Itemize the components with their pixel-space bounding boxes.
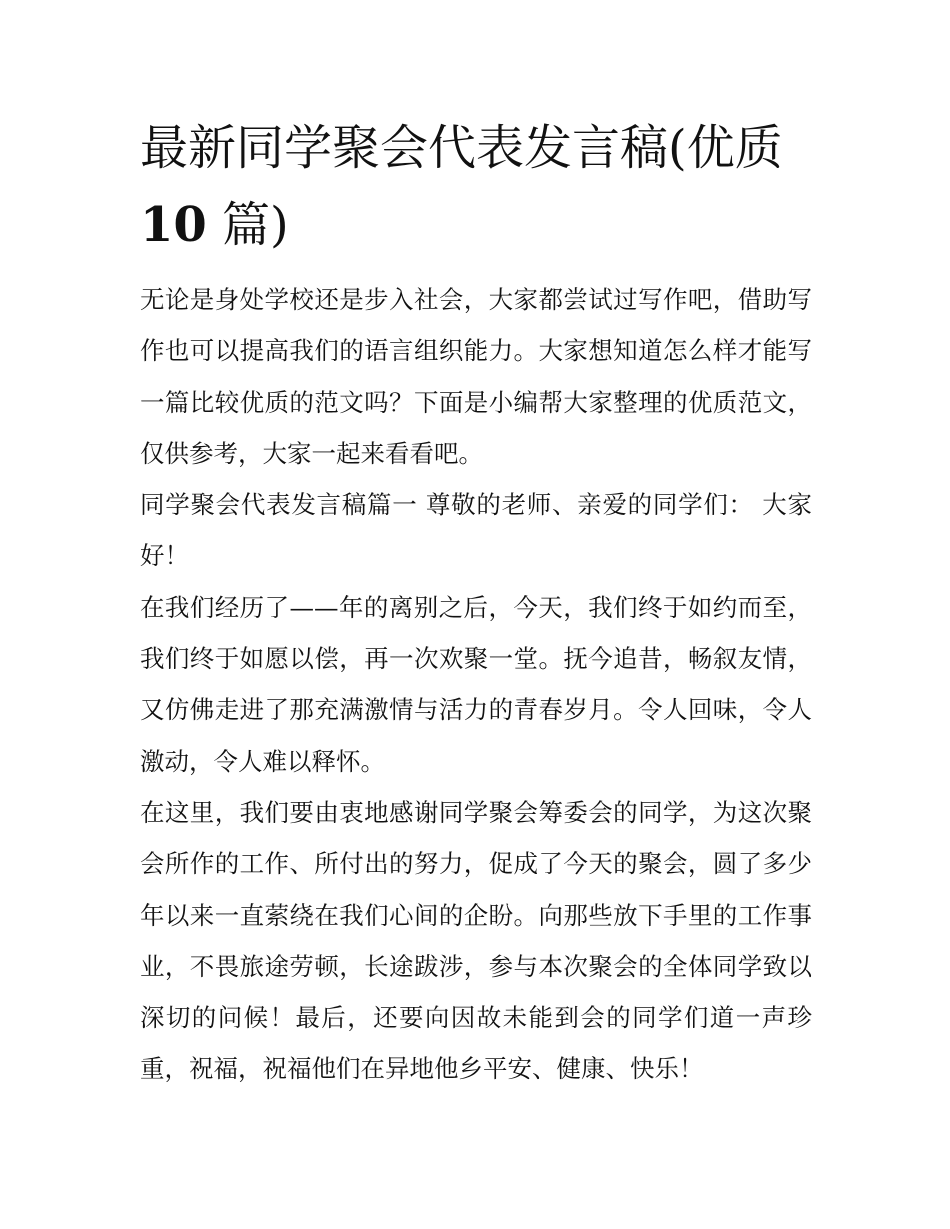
title-number: 10 <box>140 197 207 253</box>
title-text: 最新同学聚会代表发言稿(优质 <box>140 120 783 176</box>
intro-paragraph: 无论是身处学校还是步入社会，大家都尝试过写作吧，借助写作也可以提高我们的语言组织能力。大家想知道怎么样才能写一篇比较优质的范文吗？下面是小编帮大家整理的优质范文，仅供参考，大家一起来看看吧。 <box>140 285 812 468</box>
title-suffix: 篇) <box>206 197 289 253</box>
body-paragraph-reunion: 在我们经历了——年的离别之后，今天，我们终于如约而至，我们终于如愿以偿，再一次欢聚一堂。抚今追昔，畅叙友情，又仿佛走进了那充满激情与活力的青春岁月。令人回味，令人激动，令人难以释怀。 <box>140 592 812 776</box>
greeting-paragraph: 同学聚会代表发言稿篇一 尊敬的老师、亲爱的同学们： 大家好！ <box>140 490 812 571</box>
document-title <box>140 110 812 264</box>
document-content <box>140 110 812 1095</box>
body-paragraph-thanks: 在这里，我们要由衷地感谢同学聚会筹委会的同学，为这次聚会所作的工作、所付出的努力，促成了今天的聚会，圆了多少年以来一直萦绕在我们心间的企盼。向那些放下手里的工作事业，不畏旅途劳顿，长途跋涉，参与本次聚会的全体同学致以深切的问候！最后，还要向因故未能到会的同学们道一声珍重，祝福，祝福他们在异地他乡平安、健康、快乐！ <box>140 797 812 1084</box>
